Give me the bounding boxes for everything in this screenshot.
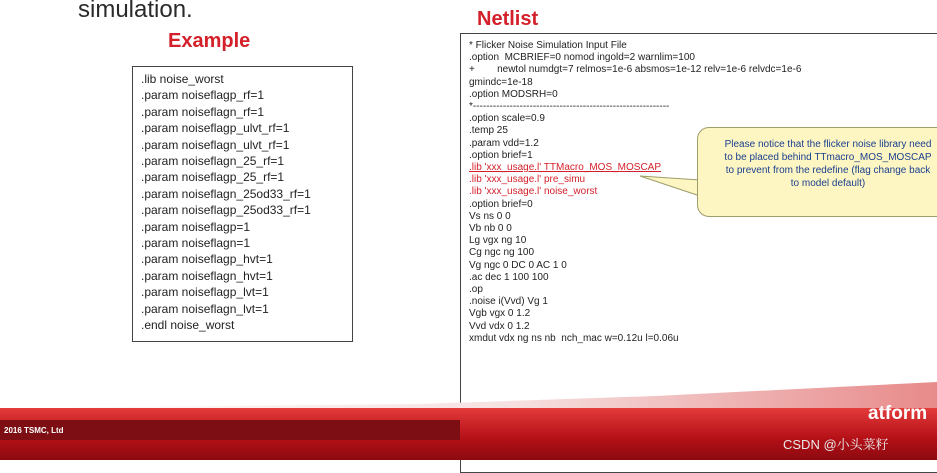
callout-line: to model default) <box>790 178 866 189</box>
callout-line: Please notice that the flicker noise library need <box>724 139 932 150</box>
netlist-line: .op <box>469 284 483 296</box>
example-line: .param noiseflagp_25od33_rf=1 <box>141 203 311 218</box>
netlist-line: gmindc=1e-18 <box>469 76 533 88</box>
netlist-line: Vb nb 0 0 <box>469 223 512 235</box>
netlist-line: Vgb vgx 0 1.2 <box>469 308 531 320</box>
example-line: .endl noise_worst <box>141 318 235 333</box>
example-line: .param noiseflagp=1 <box>141 219 251 234</box>
netlist-line: * Flicker Noise Simulation Input File <box>469 40 627 51</box>
example-line: .param noiseflagn_25od33_rf=1 <box>141 186 311 201</box>
netlist-line: .noise i(Vvd) Vg 1 <box>469 296 548 308</box>
netlist-line: .param vdd=1.2 <box>469 137 539 149</box>
netlist-heading: Netlist <box>477 8 539 30</box>
netlist-line: xmdut vdx ng ns nb nch_mac w=0.12u l=0.06u <box>469 332 679 344</box>
slide-top-text: simulation. <box>78 0 193 23</box>
callout-note <box>697 127 937 217</box>
callout-line: to prevent from the redefine (flag change back <box>725 165 931 176</box>
example-line: .param noiseflagn_25_rf=1 <box>141 154 285 169</box>
netlist-line: .option brief=1 <box>469 149 533 161</box>
netlist-line: .option MCBRIEF=0 nomod ingold=2 warnlim=100 <box>469 52 695 64</box>
example-line: .param noiseflagp_rf=1 <box>141 88 265 103</box>
watermark: CSDN @小头菜籽 <box>783 437 889 452</box>
netlist-line: .temp 25 <box>469 125 508 137</box>
netlist-line: .option MODSRH=0 <box>469 88 558 100</box>
example-line: .param noiseflagn=1 <box>141 236 251 251</box>
netlist-line: .ac dec 1 100 100 <box>469 271 549 283</box>
example-line: .param noiseflagp_hvt=1 <box>141 252 273 267</box>
example-line: .param noiseflagn_ulvt_rf=1 <box>141 137 290 152</box>
example-line: .lib noise_worst <box>141 72 224 86</box>
netlist-line: Cg ngc ng 100 <box>469 247 535 259</box>
netlist-lib-line: .lib 'xxx_usage.l' noise_worst <box>469 186 598 198</box>
example-line: .param noiseflagn_rf=1 <box>141 104 265 119</box>
netlist-line: *----------------------------------------------------------- <box>469 101 670 113</box>
netlist-line: Vg ngc 0 DC 0 AC 1 0 <box>469 259 567 271</box>
example-heading: Example <box>168 30 251 52</box>
netlist-line: .option brief=0 <box>469 198 533 210</box>
callout-line: to be placed behind TTmacro_MOS_MOSCAP <box>724 152 932 163</box>
netlist-lib-macro: .lib 'xxx_usage.l' TTMacro_MOS_MOSCAP <box>469 162 662 174</box>
netlist-line: + newtol numdgt=7 relmos=1e-6 absmos=1e-12 relv=1e-6 relvdc=1e-6 <box>469 64 802 76</box>
footer-dark-strip <box>0 420 460 440</box>
example-line: .param noiseflagn_lvt=1 <box>141 301 269 316</box>
example-line: .param noiseflagn_hvt=1 <box>141 268 273 283</box>
copyright-text: 2016 TSMC, Ltd <box>4 426 64 435</box>
brand-text: atform <box>868 403 928 424</box>
netlist-line: .option scale=0.9 <box>469 113 545 125</box>
netlist-lib-line: .lib 'xxx_usage.l' pre_simu <box>469 174 586 186</box>
example-line: .param noiseflagp_ulvt_rf=1 <box>141 121 290 136</box>
netlist-line: Vvd vdx 0 1.2 <box>469 320 530 332</box>
netlist-line: Lg vgx ng 10 <box>469 235 527 247</box>
netlist-line: Vs ns 0 0 <box>469 210 511 222</box>
example-line: .param noiseflagp_lvt=1 <box>141 285 269 300</box>
example-line: .param noiseflagp_25_rf=1 <box>141 170 285 185</box>
